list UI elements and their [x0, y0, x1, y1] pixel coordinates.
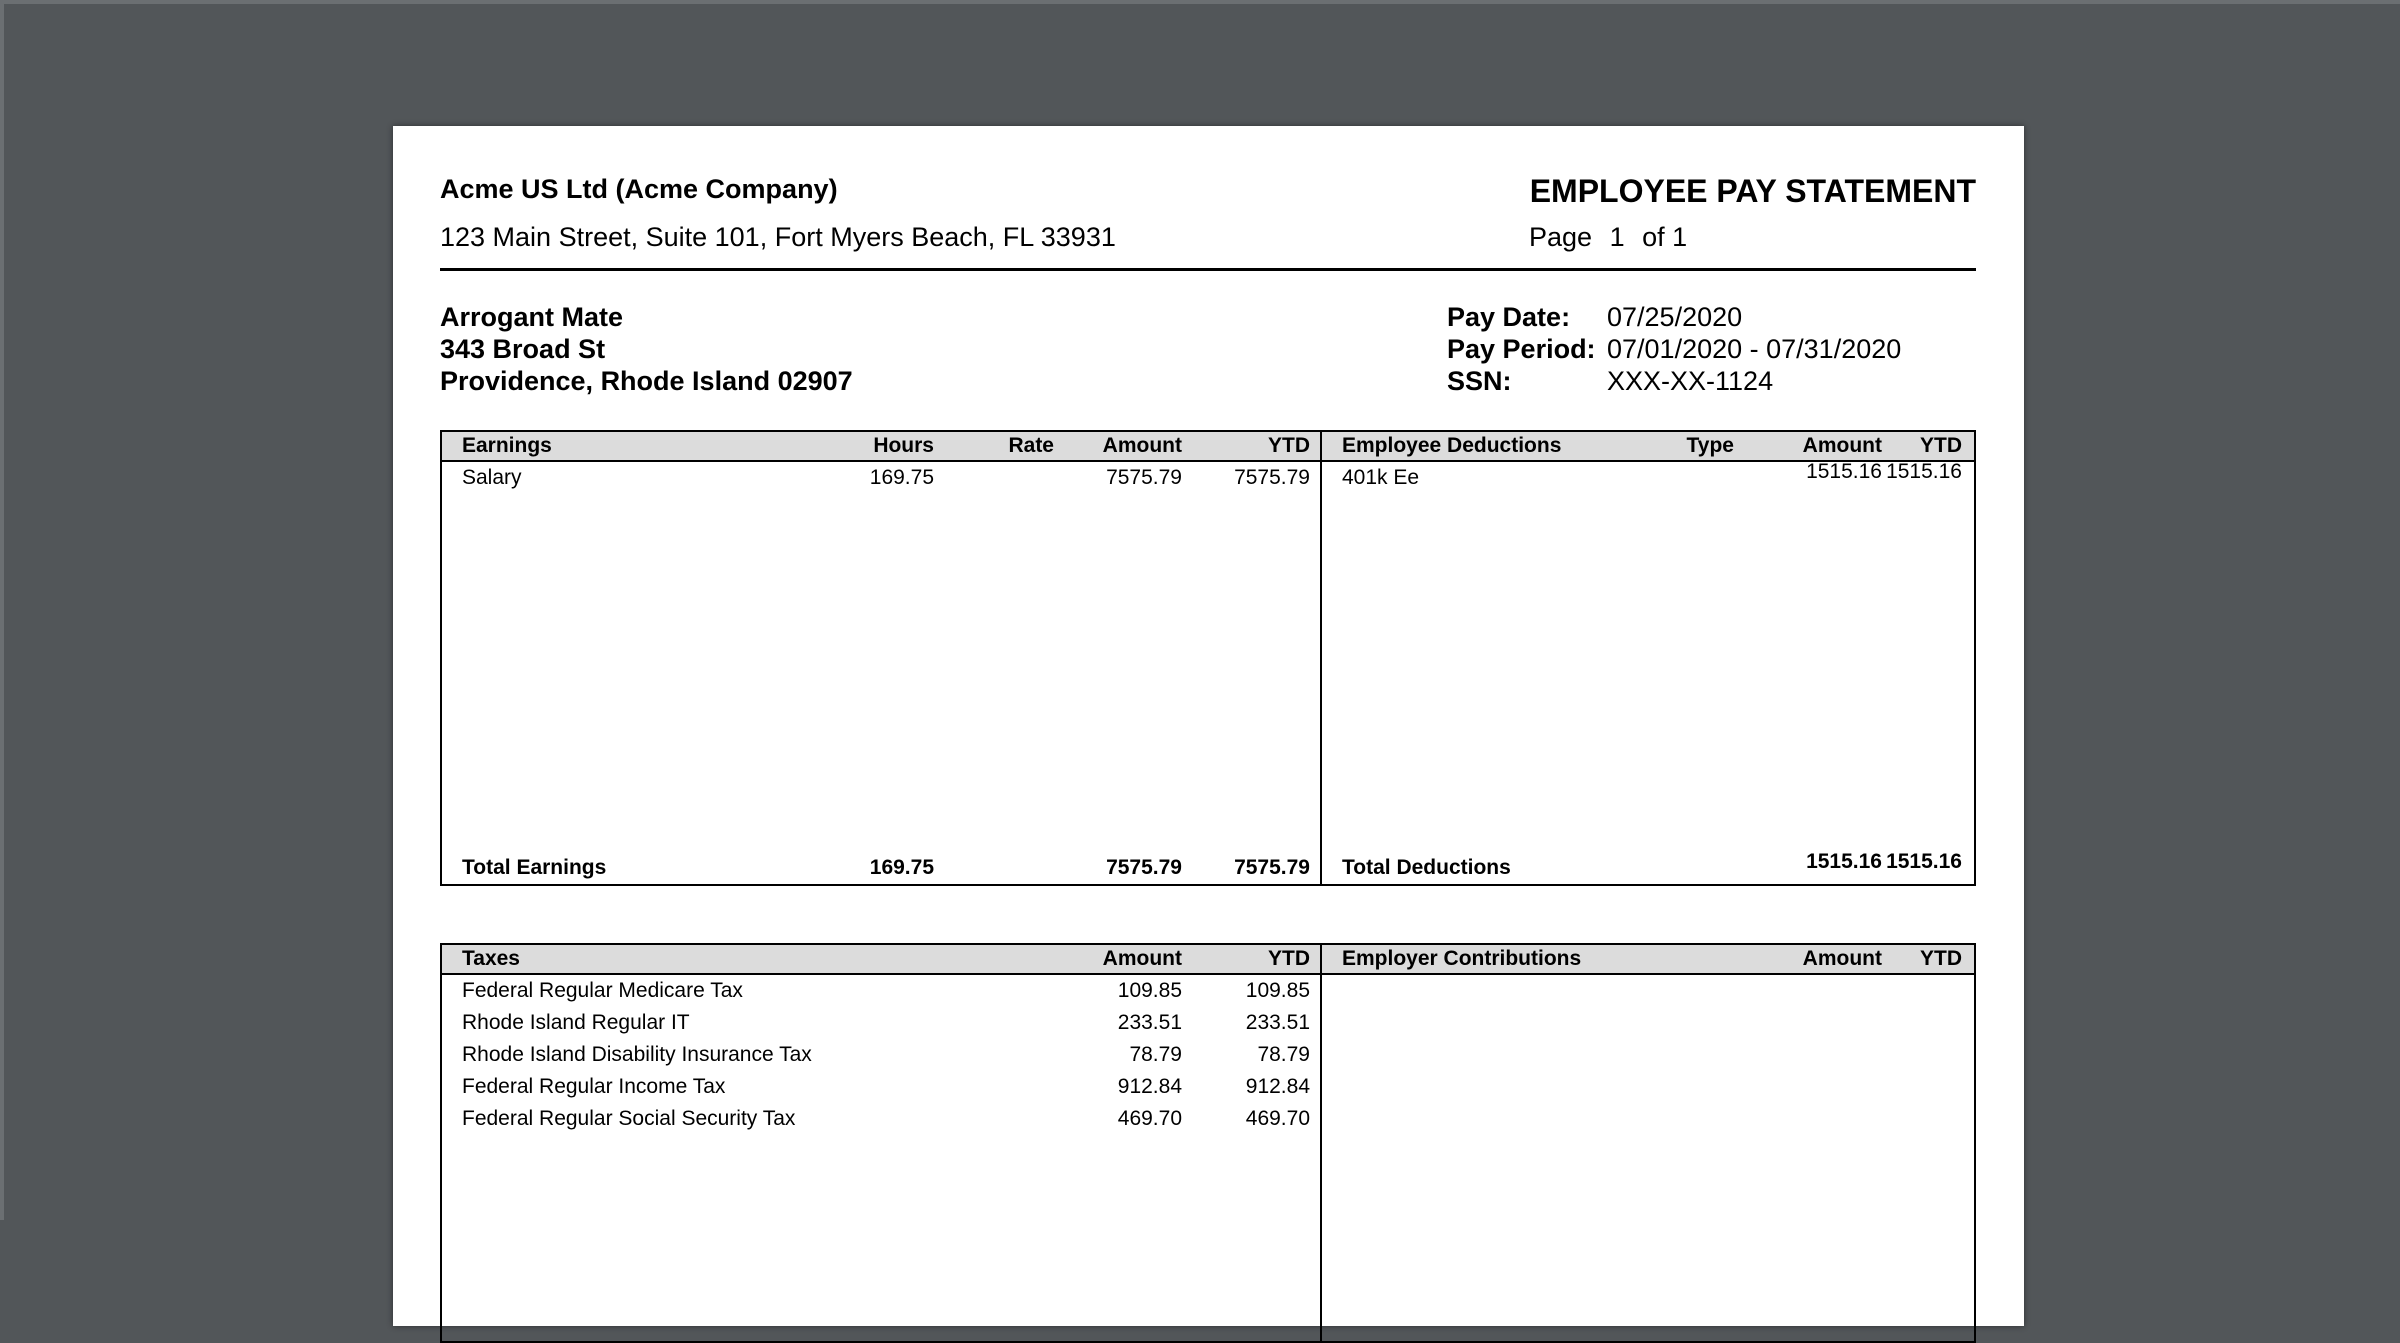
deduction-ytd-header: YTD [1920, 434, 1962, 457]
employee-city: Providence, Rhode Island 02907 [440, 366, 853, 396]
page-number: 1 [1609, 222, 1625, 252]
earnings-deductions-table [440, 430, 1976, 886]
company-name: Acme US Ltd (Acme Company) [440, 174, 838, 204]
contribution-amount-header: Amount [1802, 947, 1882, 970]
employee-street: 343 Broad St [440, 334, 606, 364]
page-label: Page [1529, 222, 1593, 252]
ssn-label: SSN: [1447, 366, 1512, 396]
total-earnings-label: Total Earnings [462, 856, 607, 879]
earnings-row-ytd: 7575.79 [1234, 466, 1310, 489]
tax-amount-header: Amount [1102, 947, 1182, 970]
tax-row-name: Rhode Island Disability Insurance Tax [462, 1043, 812, 1066]
tax-row-amount: 912.84 [1117, 1075, 1182, 1098]
earnings-row-amount: 7575.79 [1106, 466, 1182, 489]
tax-row-amount: 109.85 [1117, 979, 1182, 1002]
tax-row-name: Federal Regular Medicare Tax [462, 979, 743, 1002]
table-column-divider [1320, 945, 1322, 1341]
earnings-row-name: Salary [462, 466, 522, 489]
tax-ytd-header: YTD [1268, 947, 1310, 970]
tax-row-amount: 78.79 [1129, 1043, 1182, 1066]
hours-header: Hours [873, 434, 934, 457]
ytd-header: YTD [1268, 434, 1310, 457]
header-divider [440, 268, 1976, 271]
deduction-amount-header: Amount [1802, 434, 1882, 457]
tax-row-amount: 233.51 [1117, 1011, 1182, 1034]
employee-name: Arrogant Mate [440, 302, 624, 332]
rate-header: Rate [1008, 434, 1054, 457]
tax-row-ytd: 109.85 [1245, 979, 1310, 1002]
amount-header: Amount [1102, 434, 1182, 457]
document-title: EMPLOYEE PAY STATEMENT [1529, 173, 1976, 209]
pay-period-label: Pay Period: [1447, 334, 1596, 364]
contribution-ytd-header: YTD [1920, 947, 1962, 970]
total-deductions-amount: 1515.16 [1806, 850, 1882, 873]
earnings-header: Earnings [462, 434, 552, 457]
tax-row-ytd: 233.51 [1245, 1011, 1310, 1034]
total-deductions-label: Total Deductions [1342, 856, 1511, 879]
pay-period-value: 07/01/2020 - 07/31/2020 [1607, 334, 1902, 364]
tax-row-name: Rhode Island Regular IT [462, 1011, 690, 1034]
type-header: Type [1686, 434, 1734, 457]
pay-date-label: Pay Date: [1447, 302, 1571, 332]
total-deductions-ytd: 1515.16 [1886, 850, 1962, 873]
tax-row-ytd: 469.70 [1245, 1107, 1310, 1130]
tax-row-amount: 469.70 [1117, 1107, 1182, 1130]
deductions-row-amount: 1515.16 [1806, 460, 1882, 483]
deductions-row-ytd: 1515.16 [1886, 460, 1962, 483]
taxes-header: Taxes [462, 947, 520, 970]
company-address: 123 Main Street, Suite 101, Fort Myers Beach, FL 33931 [440, 222, 1116, 252]
earnings-row-hours: 169.75 [869, 466, 934, 489]
tax-row-name: Federal Regular Social Security Tax [462, 1107, 796, 1130]
tax-row-ytd: 912.84 [1245, 1075, 1310, 1098]
tax-row-name: Federal Regular Income Tax [462, 1075, 726, 1098]
total-earnings-hours: 169.75 [869, 856, 934, 879]
tax-row-ytd: 78.79 [1257, 1043, 1310, 1066]
pay-date-value: 07/25/2020 [1607, 302, 1743, 332]
pay-statement-page [393, 126, 2024, 1326]
table-column-divider [1320, 432, 1322, 884]
taxes-contributions-table [440, 943, 1976, 1343]
employer-contributions-header: Employer Contributions [1342, 947, 1582, 970]
ssn-value: XXX-XX-1124 [1607, 366, 1774, 396]
total-earnings-amount: 7575.79 [1106, 856, 1182, 879]
deductions-header: Employee Deductions [1342, 434, 1562, 457]
page-indicator [1529, 222, 1697, 253]
total-earnings-ytd: 7575.79 [1234, 856, 1310, 879]
deductions-row-name: 401k Ee [1342, 466, 1420, 489]
page-of: of 1 [1642, 222, 1688, 252]
